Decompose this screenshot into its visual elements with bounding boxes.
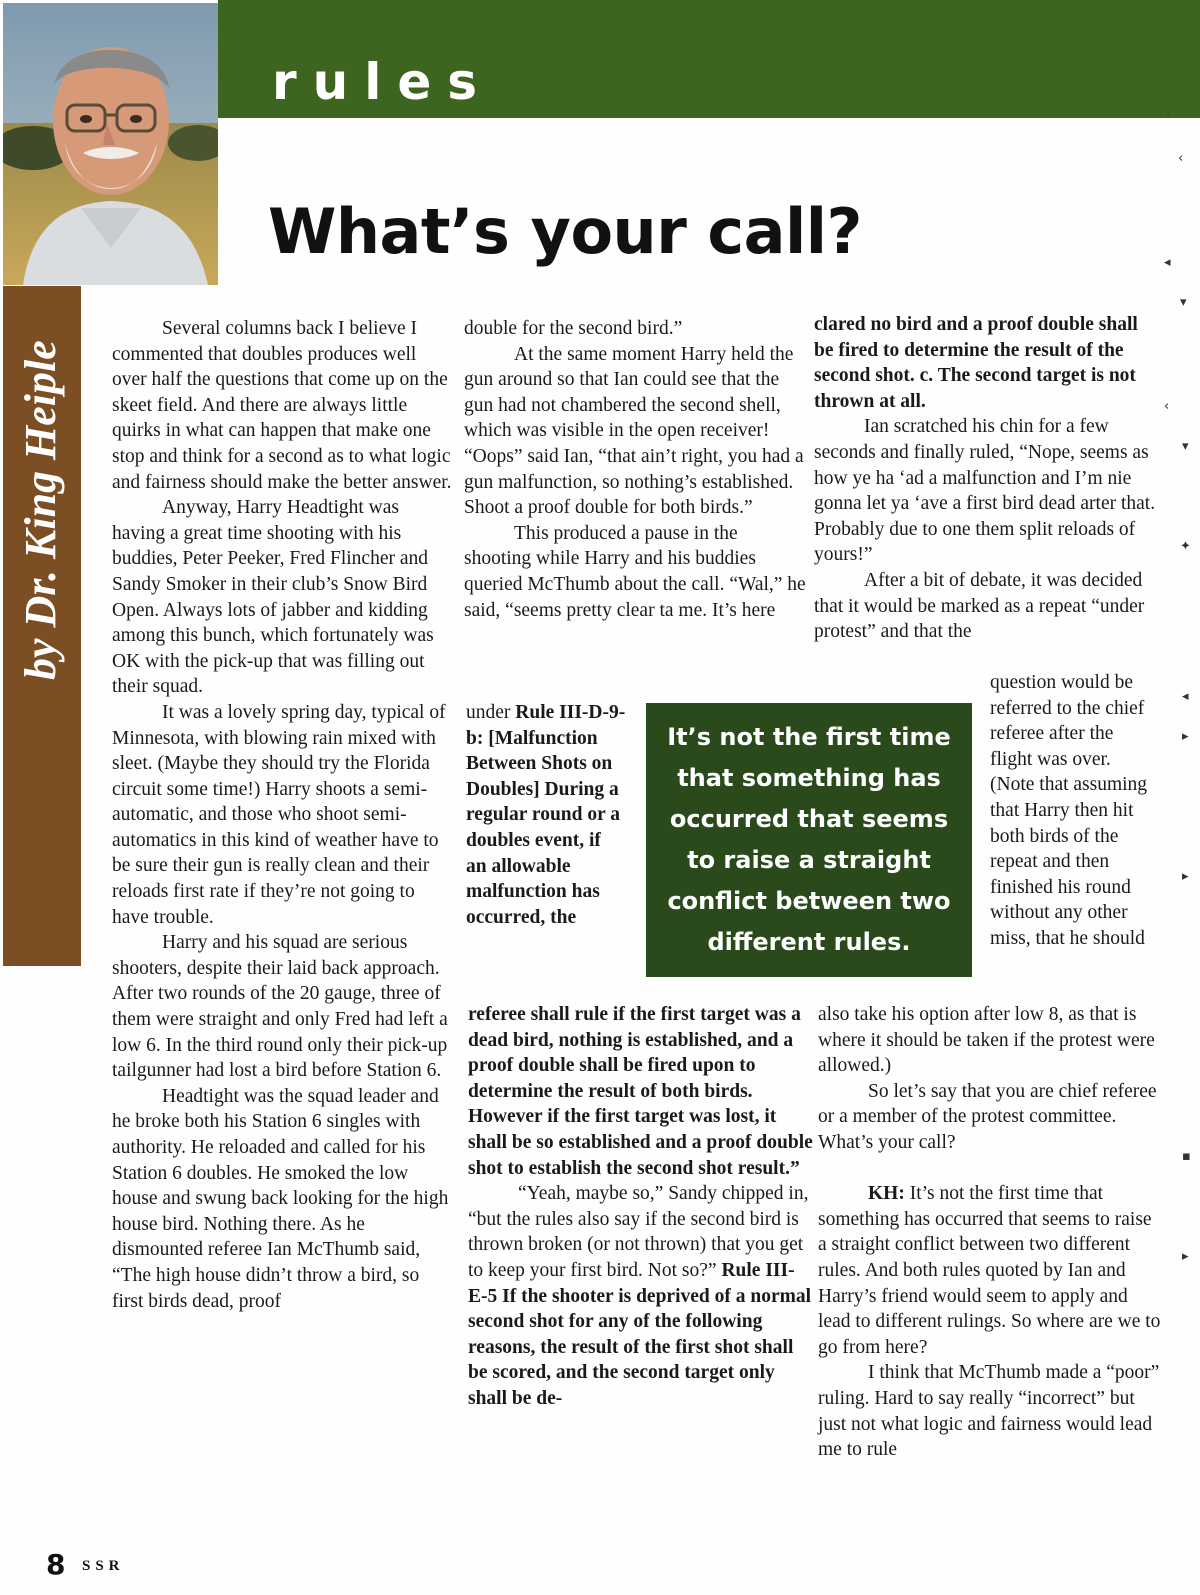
paragraph — [814, 312, 1159, 414]
paragraph: Ian scratched his chin for a few seconds and finally ruled, “Nope, seems as how ye ha ‘ad a malfunction and I’m nie gonna let ya ‘ave a first bird dead arter that. Probably due to one them split reloads of yours!” — [814, 416, 1156, 566]
paragraph: After a bit of debate, it was decided that it would be marked as a repeat “under protest” and that the — [814, 569, 1145, 643]
paragraph: It was a lovely spring day, typical of Minnesota, with blowing rain mixed with sleet. (Maybe they should try the Florida circuit some time!) Harry shoots a semi-automatic, and those who shoot semi-automatics in this kind of weather have to be sure their gun is really clean and their reloads first rate if they’re not going to have trouble. — [112, 701, 446, 928]
paragraph: question would be referred to the chief referee after the flight was over. (Note that assuming that Harry then hit both birds of the repeat and then finished his round without any other miss, that he should — [990, 672, 1148, 949]
author-initials: KH: — [868, 1183, 905, 1205]
edge-mark: ◂ — [1182, 689, 1189, 704]
paragraph — [818, 1181, 1163, 1360]
paragraph: also take his option after low 8, as that is where it should be taken if the protest were allowed.) — [818, 1004, 1155, 1077]
edge-mark: ▸ — [1182, 1249, 1189, 1264]
article-column-2-bottom — [468, 1002, 813, 1412]
magazine-name: SSR — [82, 1558, 125, 1574]
paragraph: Harry and his squad are serious shooters, despite their laid back approach. After two rounds of the 20 gauge, three of them were straight and only Fred had left a low 6. In the third round only their pick-up tailgunner had lost a bird before Station 6. — [112, 932, 448, 1082]
rule-quote: clared no bird and a proof double shall be fired to determine the result of the second shot. c. The second target is not thrown at all. — [814, 314, 1138, 412]
paragraph: double for the second bird.” — [464, 318, 683, 339]
edge-mark: ▸ — [1182, 869, 1189, 884]
edge-mark: ▾ — [1180, 295, 1187, 310]
rule-quote: Rule III-E-5 If the shooter is deprived of a normal second shot for any of the following reasons, the result of the first shot shall be scored, and the second target only shall be de- — [468, 1259, 812, 1409]
paragraph: I think that McThumb made a “poor” ruling. Hard to say really “incorrect” but just not what logic and fairness would lead me to rule — [818, 1362, 1160, 1461]
edge-mark: ‹ — [1178, 151, 1184, 166]
paragraph-spacer — [818, 1156, 1163, 1182]
pull-quote-box — [646, 703, 972, 977]
edge-mark: · — [1166, 109, 1171, 124]
edge-mark: ▪ — [1182, 1149, 1191, 1164]
paragraph: Headtight was the squad leader and he broke both his Station 6 singles with authority. He reloaded and called for his Station 6 doubles. He smoked the low house and swung back looking for the high house bird. Nothing there. As he dismounted referee Ian McThumb said, “The high house didn’t throw a bird, so first birds dead, proof — [112, 1085, 449, 1312]
page-edge-marks — [1160, 100, 1200, 1500]
paragraph — [466, 700, 626, 930]
article-column-3-bottom — [818, 1002, 1163, 1463]
article-column-2-top — [464, 316, 809, 623]
edge-mark: ▾ — [1182, 439, 1189, 454]
article-column-1 — [112, 316, 452, 1314]
pull-quote: It’s not the first time that something has occurred that seems to raise a straight conflict between two different rules. — [667, 723, 951, 956]
article-column-2-wrap — [466, 700, 626, 930]
byline: by Dr. King Heiple — [16, 340, 65, 680]
author-portrait — [3, 3, 218, 285]
edge-mark: ◂ — [1164, 255, 1171, 270]
paragraph — [468, 1002, 813, 1181]
rule-quote: referee shall rule if the first target was a dead bird, nothing is established, and a proof double shall be fired upon to determine the result of both birds. However if the first target was lost, it shall be so established and a proof double shot to establish the second shot result.” — [468, 1004, 813, 1179]
edge-mark: ✦ — [1180, 539, 1191, 554]
section-title: rules — [272, 53, 494, 111]
paragraph: At the same moment Harry held the gun around so that Ian could see that the gun had not chambered the second shell, which was visible in the open receiver! “Oops” said Ian, “that ain’t right, you had a gun malfunction, so nothing’s established. Shoot a proof double for both birds.” — [464, 343, 804, 519]
headline: What’s your call? — [268, 195, 862, 268]
paragraph: Several columns back I believe I commented that doubles produces well over half the questions that come up on the skeet field. And there are always little quirks in what can happen that make one stop and think for a second as to what logic and fairness should make the better answer. — [112, 318, 452, 493]
text-run: It’s not the first time that something has occurred that seems to raise a straight conflict between two different rules. And both rules quoted by Ian and Harry’s friend would seem to apply and lead to different rulings. So where are we to go from here? — [818, 1183, 1161, 1358]
rule-quote: Rule III-D-9-b: [Malfunction Between Shots on Doubles] During a regular round or a doubles event, if an allowable malfunction has occurred, the — [466, 702, 626, 928]
article-column-3-wrap — [990, 670, 1160, 952]
paragraph — [468, 1181, 813, 1411]
edge-mark: ▸ — [1182, 729, 1189, 744]
paragraph: Anyway, Harry Headtight was having a great time shooting with his buddies, Peter Peeker, Fred Flincher and Sandy Smoker in their club’s Snow Bird Open. Always lots of jabber and kidding among this bunch, which fortunately was OK with the pick-up that was filling out their squad. — [112, 497, 434, 698]
article-column-3-top — [814, 312, 1159, 645]
edge-mark: ‹ — [1164, 399, 1170, 414]
text-run: “Yeah, maybe so,” Sandy chipped in, “but the rules also say if the second bird is thrown broken (or not thrown) that you get to keep your first bird. Not so?” — [468, 1183, 809, 1281]
page-number: 8 — [46, 1548, 66, 1581]
text-run: under — [466, 702, 511, 723]
paragraph: This produced a pause in the shooting while Harry and his buddies queried McThumb about the call. “Wal,” he said, “seems pretty clear ta me. It’s here — [464, 522, 806, 621]
paragraph: So let’s say that you are chief referee or a member of the protest committee. What’s your call? — [818, 1080, 1157, 1153]
